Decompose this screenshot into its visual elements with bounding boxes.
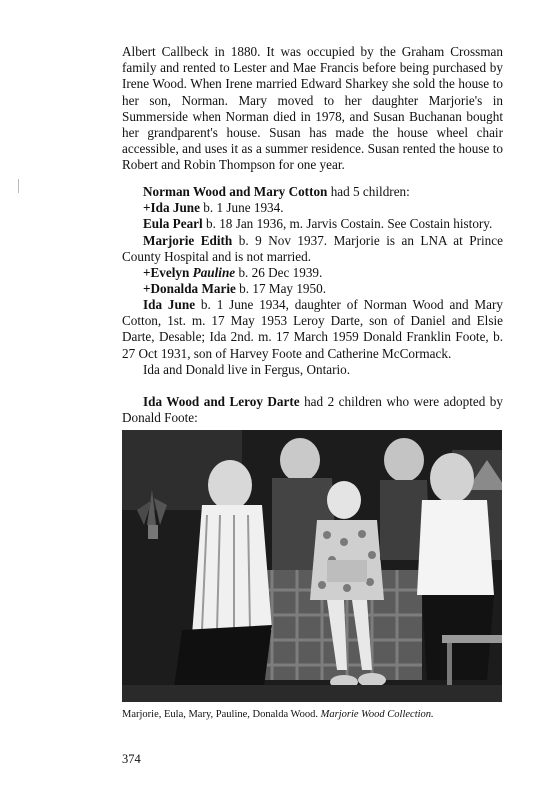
children-heading-text: had 5 children: xyxy=(327,184,410,199)
house-history-paragraph xyxy=(122,44,503,174)
child-name: +Evelyn xyxy=(143,265,190,281)
ida-june-text: b. 1 June 1934, daughter of Norman Wood and Mary Cotton, 1st. m. 17 May 1953 Leroy Darte, son of Daniel and Elsie Darte, Desable; Ida 2nd. m. 17 March 1959 Donald Franklin Foote, b. 27 Oct 1931, son of Harvey Foote and Catherine McCormack. xyxy=(122,297,504,361)
child-name: Eula Pearl xyxy=(143,216,203,232)
child-entry xyxy=(122,216,503,232)
caption-credit: Marjorie Wood Collection. xyxy=(320,709,434,720)
photo-caption xyxy=(122,708,502,721)
parents-names: Norman Wood and Mary Cotton xyxy=(143,184,328,199)
child-detail: b. 9 Nov 1937. Marjorie is an LNA at Prince County Hospital and is not married. xyxy=(122,232,503,264)
child-detail: b. 1 June 1934. xyxy=(200,200,284,216)
page-number: 374 xyxy=(122,752,141,766)
children-list-section xyxy=(122,184,503,297)
child-name: +Donalda Marie xyxy=(143,281,236,297)
photograph-image xyxy=(122,430,502,702)
child-detail: b. 17 May 1950. xyxy=(235,281,326,297)
children-heading xyxy=(122,184,503,200)
caption-names: Marjorie, Eula, Mary, Pauline, Donalda Wood. xyxy=(122,709,321,720)
child-detail: b. 18 Jan 1936, m. Jarvis Costain. See Costain history. xyxy=(202,216,493,232)
adoption-paragraph xyxy=(122,394,503,426)
ida-june-name: Ida June xyxy=(143,297,196,312)
child-detail: b. 26 Dec 1939. xyxy=(235,265,323,281)
ida-june-section xyxy=(122,297,503,378)
adoption-parents: Ida Wood and Leroy Darte xyxy=(143,394,300,409)
child-entry xyxy=(122,200,503,216)
child-entry xyxy=(122,233,503,265)
ida-residence: Ida and Donald live in Fergus, Ontario. xyxy=(143,361,351,377)
child-name-italic: Pauline xyxy=(192,265,236,281)
adoption-section xyxy=(122,394,503,426)
child-entry xyxy=(122,281,503,297)
child-name: Marjorie Edith xyxy=(143,232,233,248)
scan-mark xyxy=(18,179,19,193)
adoption-text: had 2 children who were adopted by Donald Foote: xyxy=(122,394,503,426)
ida-june-paragraph xyxy=(122,297,503,362)
paragraph-text: Albert Callbeck in 1880. It was occupied by the Graham Crossman family and rented to Lester and Mae Francis before being purchased by Irene Wood. When Irene married Edward Sharkey she sold the house to her son, Norman. Mary moved to her daughter Marjorie's in Summerside when Norman died in 1978, and Susan Buchanan bought her grandparent's house. Susan has made the house wheel chair accessible, and uses it as a summer residence. Susan rented the house to Robert and Robin Thompson for one year. xyxy=(122,44,503,173)
child-name: +Ida June xyxy=(143,200,200,216)
family-photograph xyxy=(122,430,502,702)
child-entry xyxy=(122,265,503,281)
